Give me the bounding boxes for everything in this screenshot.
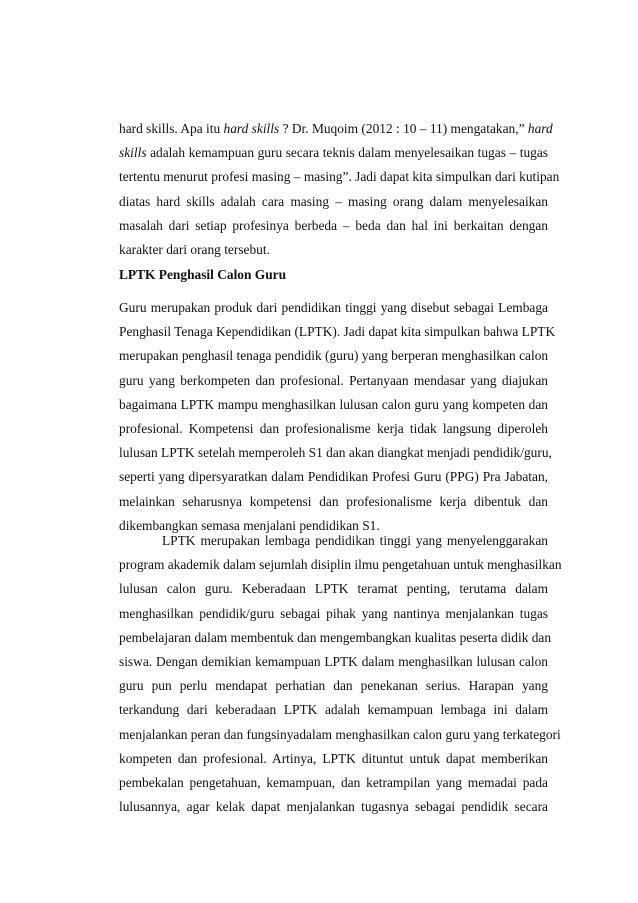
text-segment: masalah dari setiap profesinya berbeda – beda dan hal ini berkaitan dengan — [119, 217, 548, 233]
text-line — [119, 190, 548, 214]
text-line: menjalankan peran dan fungsinyadalam menghasilkan calon guru yang terkategori — [119, 726, 561, 742]
text-line: pembelajaran dalam membentuk dan mengembangkan kualitas peserta didik dan — [119, 629, 552, 645]
text-line — [119, 141, 548, 165]
italic-term: hard — [527, 121, 553, 136]
text-segment: hard skills. Apa itu — [119, 121, 224, 136]
text-line: lulusan LPTK setelah memperoleh S1 dan akan diangkat menjadi pendidik/guru, — [119, 445, 552, 461]
text-line: lulusannya, agar kelak dapat menjalankan tugasnya sebagai pendidik secara — [119, 799, 548, 815]
text-line — [119, 214, 548, 238]
text-line: program akademik dalam sejumlah disiplin ilmu pengetahuan untuk menghasilkan — [119, 557, 562, 573]
text-segment: ? Dr. Muqoim (2012 : 10 – 11) mengatakan,” — [279, 121, 528, 136]
paragraph-lptk-intro — [119, 296, 556, 538]
text-line — [119, 117, 553, 141]
text-line: profesional. Kompetensi dan profesionalisme kerja tidak langsung diperoleh — [119, 420, 548, 436]
text-line: guru pun perlu mendapat perhatian dan penekanan serius. Harapan yang — [119, 678, 548, 694]
text-segment: adalah kemampuan guru secara teknis dalam menyelesaikan tugas – tugas — [146, 145, 548, 161]
italic-term: hard skills — [223, 121, 280, 136]
text-line: terkandung dari keberadaan LPTK adalah kemampuan lembaga ini dalam — [119, 702, 548, 718]
text-segment: tertentu menurut profesi masing – masing”. Jadi dapat kita simpulkan dari kutipan — [119, 169, 560, 185]
italic-term: skills — [119, 145, 147, 161]
text-line: kompeten dan profesional. Artinya, LPTK dituntut untuk dapat memberikan — [119, 750, 548, 766]
text-line — [119, 238, 548, 262]
text-line — [119, 165, 560, 189]
text-line: bagaimana LPTK mampu menghasilkan lulusan calon guru yang kompeten dan — [119, 396, 548, 412]
text-segment: diatas hard skills adalah cara masing – masing orang dalam menyelesaikan — [119, 193, 548, 209]
text-line: Guru merupakan produk dari pendidikan tinggi yang disebut sebagai Lembaga — [119, 300, 548, 315]
text-line: seperti yang dipersyaratkan dalam Pendidikan Profesi Guru (PPG) Pra Jabatan, — [119, 469, 548, 485]
text-line: menghasilkan pendidik/guru sebagai pihak yang nantinya menjalankan tugas — [119, 605, 548, 621]
text-line: guru yang berkompeten dan profesional. Pertanyaan mendasar yang diajukan — [119, 372, 548, 388]
text-line: Penghasil Tenaga Kependidikan (LPTK). Jadi dapat kita simpulkan bahwa LPTK — [119, 324, 556, 340]
text-line: siswa. Dengan demikian kemampuan LPTK dalam menghasilkan lulusan calon — [119, 653, 548, 669]
paragraph-hard-skills — [119, 117, 560, 262]
text-line: LPTK merupakan lembaga pendidikan tinggi yang menyelenggarakan — [162, 533, 548, 548]
text-line: merupakan penghasil tenaga pendidik (guru) yang berperan menghasilkan calon — [119, 348, 549, 364]
text-line: pembekalan pengetahuan, kemampuan, dan ketrampilan yang memadai pada — [119, 774, 548, 790]
text-segment: karakter dari orang tersebut. — [119, 241, 270, 257]
text-line: melainkan seharusnya kompetensi dan profesionalisme kerja dibentuk dan — [119, 493, 548, 509]
section-heading: LPTK Penghasil Calon Guru — [119, 267, 287, 282]
text-line: lulusan calon guru. Keberadaan LPTK teramat penting, terutama dalam — [119, 581, 548, 597]
paragraph-lptk-role — [119, 529, 562, 819]
text-line: dikembangkan semasa menjalani pendidikan S1. — [119, 517, 380, 533]
